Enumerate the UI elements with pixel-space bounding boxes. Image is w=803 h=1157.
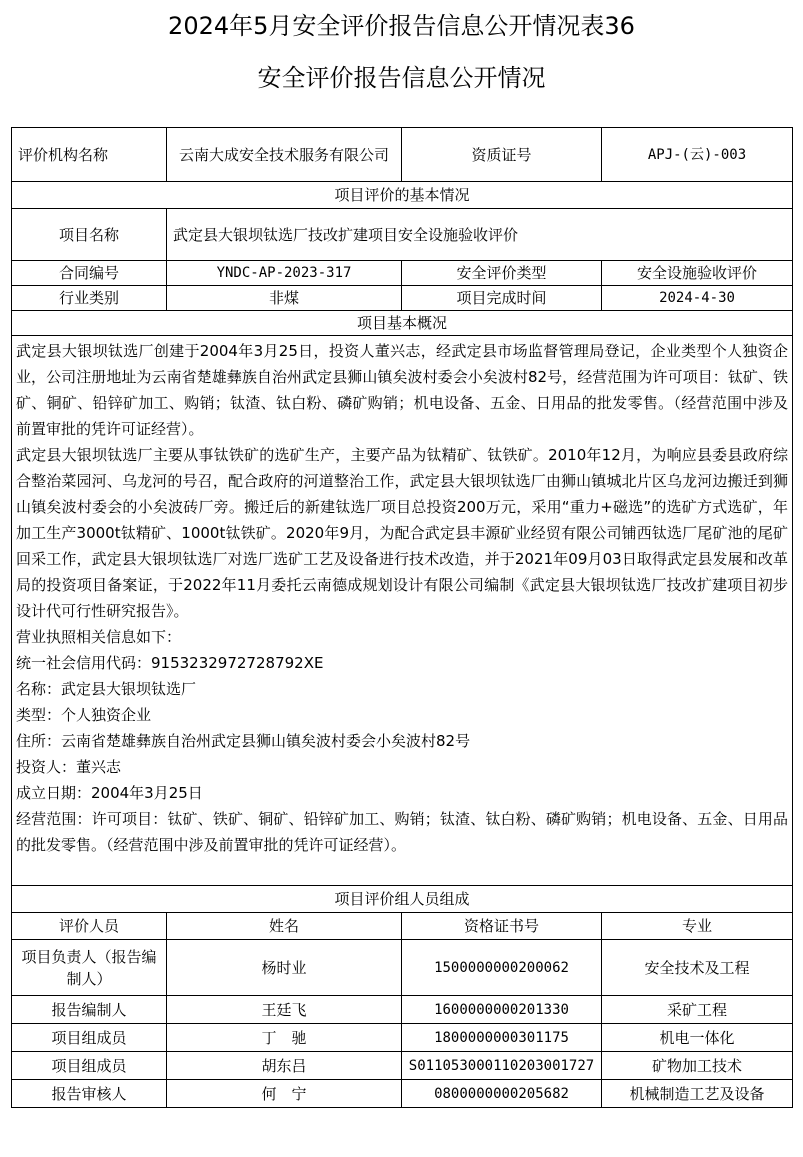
member-role: 项目组成员 bbox=[12, 1052, 167, 1080]
member-major: 矿物加工技术 bbox=[602, 1052, 793, 1080]
table-row bbox=[12, 996, 793, 1024]
member-name: 何 宁 bbox=[167, 1080, 402, 1108]
overview-paragraph: 武定县大银坝钛选厂主要从事钛铁矿的选矿生产，主要产品为钛精矿、钛铁矿。2010年12月，为响应县委县政府综合整治菜园河、乌龙河的号召，配合政府的河道整治工作，武定县大银坝钛选厂由狮山镇城北片区乌龙河边搬迁到狮山镇矣波村委会的小矣波砖厂旁。搬迁后的新建钛选厂项目总投资200万元，采用“重力+磁选”的选矿方式选矿，年加工生产3000t钛精矿、1000t钛铁矿。2020年9月，为配合武定县丰源矿业经贸有限公司铺西钛选厂尾矿池的尾矿回采工作，武定县大银坝钛选厂对选厂选矿工艺及设备进行技术改造，并于2021年09月03日取得武定县发展和改革局的投资项目备案证，于2022年11月委托云南德成规划设计有限公司编制《武定县大银坝钛选厂技改扩建项目初步设计代可行性研究报告》。 bbox=[16, 446, 788, 620]
type-value: 安全设施验收评价 bbox=[602, 261, 793, 286]
member-cert: 0800000000205682 bbox=[402, 1080, 602, 1108]
team-section-title: 项目评价组人员组成 bbox=[12, 886, 793, 913]
overview-paragraph: 营业执照相关信息如下： bbox=[16, 628, 182, 646]
overview-paragraph: 投资人：董兴志 bbox=[16, 758, 122, 776]
overview-paragraph: 统一社会信用代码：9153232972728792XE bbox=[16, 654, 324, 672]
member-major: 机械制造工艺及设备 bbox=[602, 1080, 793, 1108]
member-cert: 1600000000201330 bbox=[402, 996, 602, 1024]
table-row bbox=[12, 940, 793, 996]
type-label: 安全评价类型 bbox=[402, 261, 602, 286]
member-cert: S011053000110203001727 bbox=[402, 1052, 602, 1080]
member-major: 采矿工程 bbox=[602, 996, 793, 1024]
completion-value: 2024-4-30 bbox=[602, 286, 793, 311]
page-title: 2024年5月安全评价报告信息公开情况表36 bbox=[168, 12, 635, 40]
page-subtitle: 安全评价报告信息公开情况 bbox=[257, 64, 546, 92]
project-name-label: 项目名称 bbox=[12, 209, 167, 261]
member-cert: 1800000000301175 bbox=[402, 1024, 602, 1052]
org-label: 评价机构名称 bbox=[12, 128, 167, 182]
basic-section-title: 项目评价的基本情况 bbox=[12, 182, 793, 209]
member-role: 报告编制人 bbox=[12, 996, 167, 1024]
member-name: 胡东吕 bbox=[167, 1052, 402, 1080]
industry-value: 非煤 bbox=[167, 286, 402, 311]
member-major: 安全技术及工程 bbox=[602, 940, 793, 996]
table-row bbox=[12, 1080, 793, 1108]
team-header-role: 评价人员 bbox=[12, 913, 167, 940]
team-header-major: 专业 bbox=[602, 913, 793, 940]
overview-paragraph: 经营范围：许可项目：钛矿、铁矿、铜矿、铅锌矿加工、购销；钛渣、钛白粉、磷矿购销；机电设备、五金、日用品的批发零售。（经营范围中涉及前置审批的凭许可证经营）。 bbox=[16, 810, 788, 854]
overview-paragraph: 成立日期：2004年3月25日 bbox=[16, 784, 203, 802]
table-row bbox=[12, 1052, 793, 1080]
member-name: 丁 驰 bbox=[167, 1024, 402, 1052]
member-name: 王廷飞 bbox=[167, 996, 402, 1024]
project-name: 武定县大银坝钛选厂技改扩建项目安全设施验收评价 bbox=[167, 209, 793, 261]
cert-value: APJ-(云)-003 bbox=[602, 128, 793, 182]
member-name: 杨时业 bbox=[167, 940, 402, 996]
disclosure-table bbox=[11, 127, 793, 1108]
member-major: 机电一体化 bbox=[602, 1024, 793, 1052]
table-row bbox=[12, 1024, 793, 1052]
overview-paragraph: 武定县大银坝钛选厂创建于2004年3月25日，投资人董兴志，经武定县市场监督管理局登记，企业类型个人独资企业，公司注册地址为云南省楚雄彝族自治州武定县狮山镇矣波村委会小矣波村82号，经营范围为许可项目：钛矿、铁矿、铜矿、铅锌矿加工、购销；钛渣、钛白粉、磷矿购销；机电设备、五金、日用品的批发零售。（经营范围中涉及前置审批的凭许可证经营）。 bbox=[16, 342, 788, 438]
member-role: 项目组成员 bbox=[12, 1024, 167, 1052]
completion-label: 项目完成时间 bbox=[402, 286, 602, 311]
overview-paragraph: 名称：武定县大银坝钛选厂 bbox=[16, 680, 197, 698]
team-header-name: 姓名 bbox=[167, 913, 402, 940]
overview-paragraph: 住所：云南省楚雄彝族自治州武定县狮山镇矣波村委会小矣波村82号 bbox=[16, 732, 471, 750]
member-role: 报告审核人 bbox=[12, 1080, 167, 1108]
cert-label: 资质证号 bbox=[402, 128, 602, 182]
member-role: 项目负责人（报告编制人） bbox=[12, 940, 167, 996]
member-cert: 1500000000200062 bbox=[402, 940, 602, 996]
overview-body bbox=[12, 336, 793, 886]
overview-section-title: 项目基本概况 bbox=[12, 311, 793, 336]
overview-paragraph: 类型：个人独资企业 bbox=[16, 706, 152, 724]
contract-label: 合同编号 bbox=[12, 261, 167, 286]
team-header-cert: 资格证书号 bbox=[402, 913, 602, 940]
contract-value: YNDC-AP-2023-317 bbox=[167, 261, 402, 286]
industry-label: 行业类别 bbox=[12, 286, 167, 311]
org-name: 云南大成安全技术服务有限公司 bbox=[167, 128, 402, 182]
